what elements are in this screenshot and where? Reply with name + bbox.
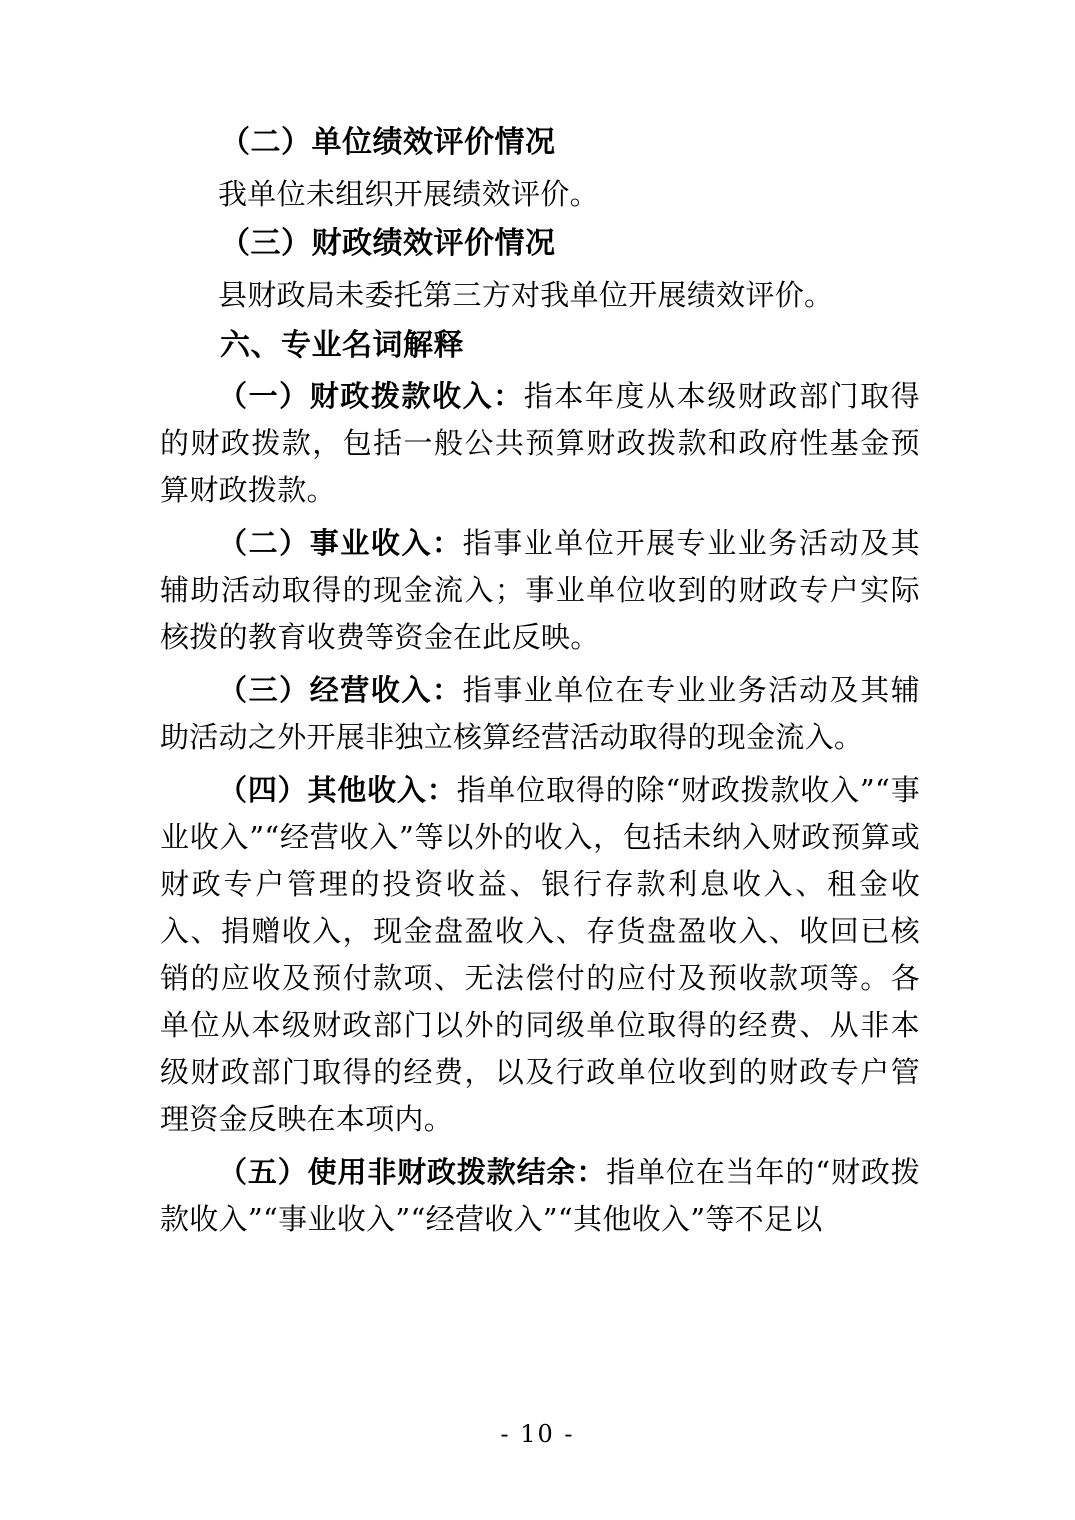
page-number: - 10 -: [500, 1420, 575, 1448]
para-unit-performance-evaluation: 我单位未组织开展绩效评价。: [218, 176, 599, 211]
para-fiscal-performance-evaluation: 县财政局未委托第三方对我单位开展绩效评价。: [218, 277, 834, 312]
term-text-use-non-fiscal-surplus: 指单位在当年的“财政拨款收入”“事业收入”“经营收入”“其他收入”等不足以: [160, 1154, 920, 1236]
para-term-other-income: [160, 767, 920, 1143]
heading-section-six-terminology: 六、专业名词解释: [220, 327, 464, 363]
heading-fiscal-performance-evaluation: （三）财政绩效评价情况: [220, 226, 556, 262]
term-text-operating-income: 指事业单位在专业业务活动及其辅助活动之外开展非独立核算经营活动取得的现金流入。: [160, 673, 920, 755]
term-label-business-income: （二）事业收入：: [218, 526, 463, 561]
term-text-fiscal-appropriation-income: 指本年度从本级财政部门取得的财政拨款，包括一般公共预算财政拨款和政府性基金预算财政拨款。: [160, 379, 920, 508]
para-term-use-non-fiscal-surplus: [160, 1149, 920, 1243]
heading-unit-performance-evaluation: （二）单位绩效评价情况: [220, 125, 556, 160]
term-label-operating-income: （三）经营收入：: [218, 673, 463, 708]
para-term-fiscal-appropriation-income: [160, 373, 920, 514]
term-label-use-non-fiscal-surplus: （五）使用非财政拨款结余：: [218, 1154, 607, 1189]
term-text-other-income: 指单位取得的除“财政拨款收入”“事业收入”“经营收入”等以外的收入，包括未纳入财政预算或财政专户管理的投资收益、银行存款利息收入、租金收入、捐赠收入，现金盘盈收入、存货盘盈收入、收回已核销的应收及预付款项、无法偿付的应付及预收款项等。各单位从本级财政部门以外的同级单位取得的经费、从非本级财政部门取得的经费，以及行政单位收到的财政专户管理资金反映在本项内。: [160, 773, 921, 1136]
term-text-business-income: 指事业单位开展专业业务活动及其辅助活动取得的现金流入；事业单位收到的财政专户实际核拨的教育收费等资金在此反映。: [160, 526, 920, 655]
para-term-business-income: [160, 520, 920, 661]
term-label-other-income: （四）其他收入：: [218, 773, 457, 808]
para-term-operating-income: [160, 667, 920, 761]
page-content: [160, 120, 920, 1249]
term-label-fiscal-appropriation-income: （一）财政拨款收入：: [218, 379, 524, 414]
